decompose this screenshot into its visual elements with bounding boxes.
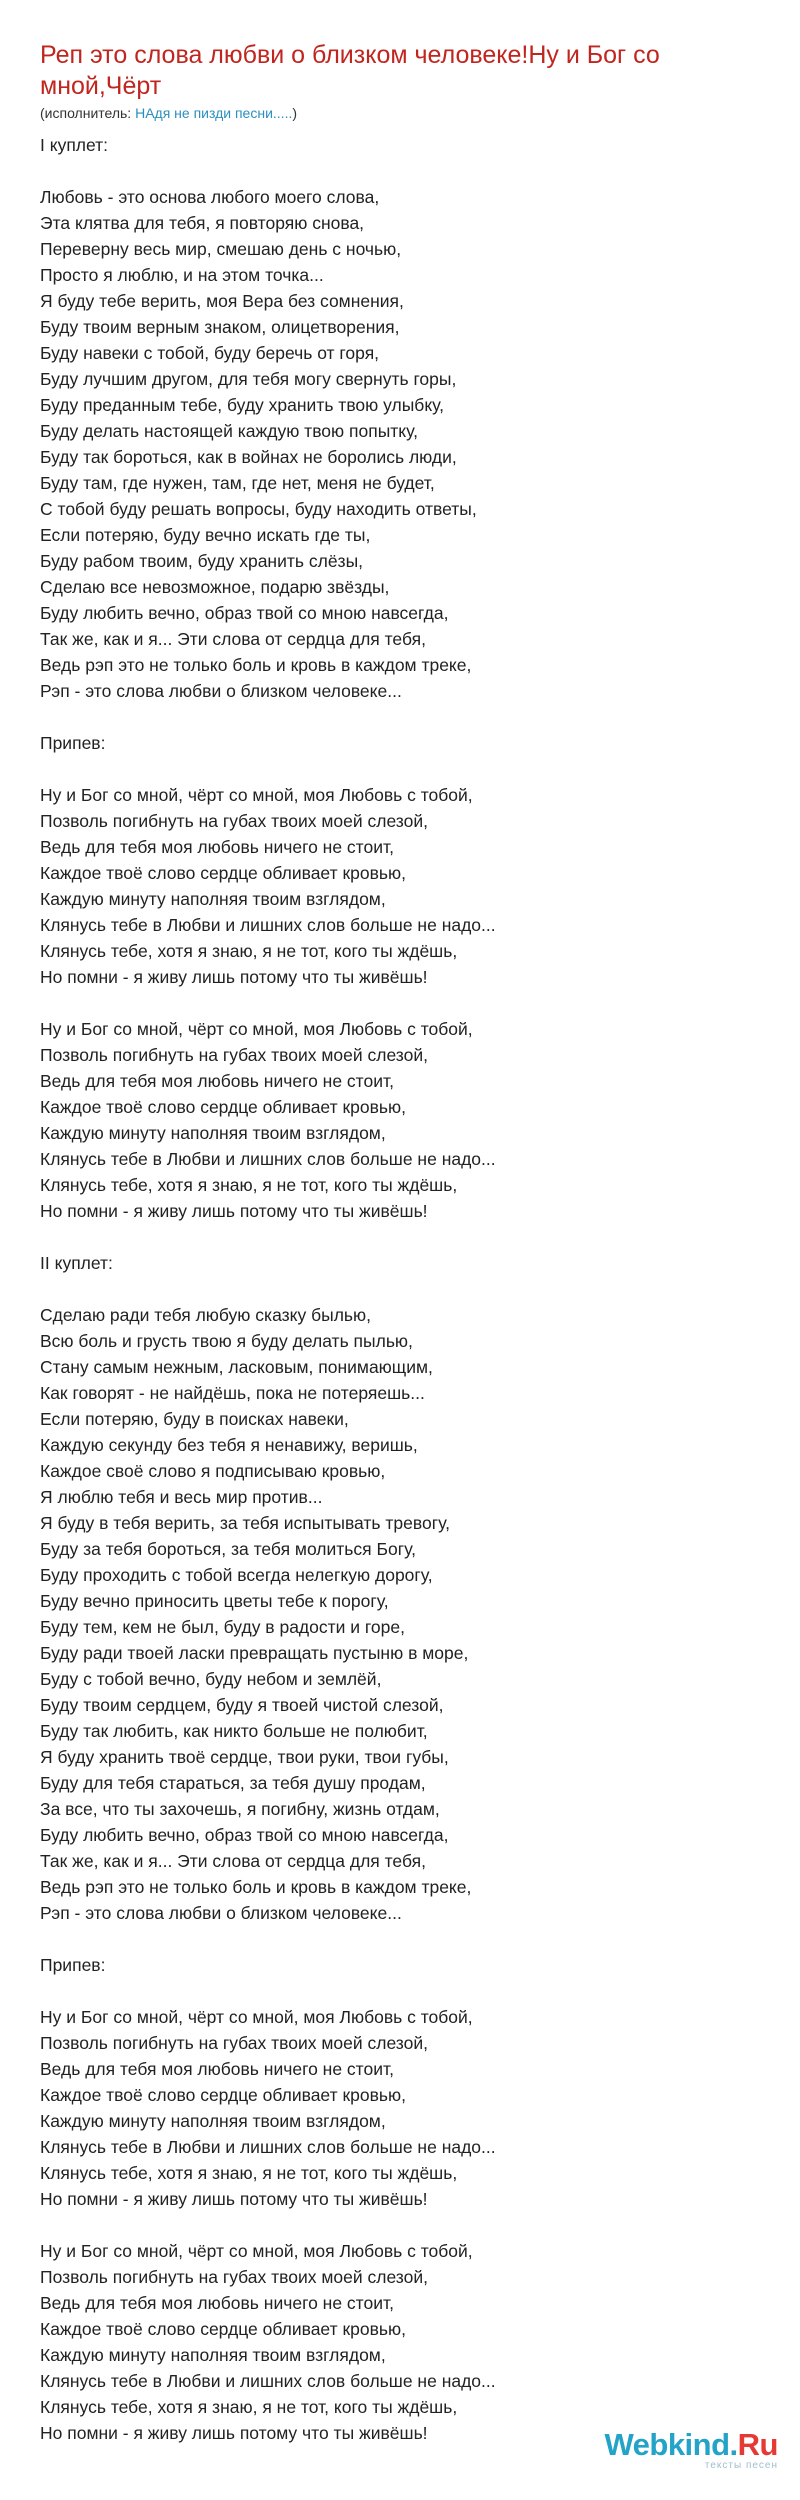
lyric-line: Каждое твоё слово сердце обливает кровью, bbox=[40, 863, 406, 883]
lyric-line: Переверну весь мир, смешаю день с ночью, bbox=[40, 239, 402, 259]
page-header bbox=[40, 40, 760, 122]
stanza bbox=[40, 2004, 760, 2212]
performer-prefix: (исполнитель: bbox=[40, 105, 136, 121]
lyric-line: Я буду в тебя верить, за тебя испытывать тревогу, bbox=[40, 1513, 450, 1533]
logo-main: Webkind bbox=[604, 2427, 730, 2462]
lyric-line: Буду делать настоящей каждую твою попытку, bbox=[40, 421, 419, 441]
stanza bbox=[40, 782, 760, 990]
lyric-line: Позволь погибнуть на губах твоих моей слезой, bbox=[40, 2033, 429, 2053]
lyric-line: Позволь погибнуть на губах твоих моей слезой, bbox=[40, 1045, 429, 1065]
lyric-line: Стану самым нежным, ласковым, понимающим, bbox=[40, 1357, 433, 1377]
lyric-line: Позволь погибнуть на губах твоих моей слезой, bbox=[40, 2267, 429, 2287]
logo-tagline: тексты песен bbox=[704, 2460, 778, 2471]
stanza bbox=[40, 1016, 760, 1224]
performer-line bbox=[40, 104, 760, 122]
performer-link[interactable]: НАдя не пизди песни..... bbox=[135, 105, 293, 121]
lyric-line: Как говорят - не найдёшь, пока не потеряешь... bbox=[40, 1383, 425, 1403]
lyric-line: Но помни - я живу лишь потому что ты живёшь! bbox=[40, 1201, 428, 1221]
lyrics-body bbox=[40, 132, 760, 2472]
lyric-line: Эта клятва для тебя, я повторяю снова, bbox=[40, 213, 365, 233]
lyric-line: Буду вечно приносить цветы тебе к порогу, bbox=[40, 1591, 389, 1611]
stanza bbox=[40, 2238, 760, 2446]
lyric-line: Каждую минуту наполняя твоим взглядом, bbox=[40, 2111, 386, 2131]
lyric-line: Я буду тебе верить, моя Вера без сомнения, bbox=[40, 291, 404, 311]
lyric-line: Буду твоим верным знаком, олицетворения, bbox=[40, 317, 400, 337]
stanza bbox=[40, 1302, 760, 1926]
lyric-line: Если потеряю, буду вечно искать где ты, bbox=[40, 525, 371, 545]
lyric-line: Буду там, где нужен, там, где нет, меня не будет, bbox=[40, 473, 435, 493]
lyric-line: Каждую минуту наполняя твоим взглядом, bbox=[40, 889, 386, 909]
lyric-line: Клянусь тебе в Любви и лишних слов больше не надо... bbox=[40, 915, 496, 935]
lyric-line: Буду за тебя бороться, за тебя молиться Богу, bbox=[40, 1539, 416, 1559]
lyric-line: Позволь погибнуть на губах твоих моей слезой, bbox=[40, 811, 429, 831]
lyric-line: Клянусь тебе, хотя я знаю, я не тот, кого ты ждёшь, bbox=[40, 2397, 458, 2417]
lyric-line: Просто я люблю, и на этом точка... bbox=[40, 265, 324, 285]
lyric-line: Клянусь тебе, хотя я знаю, я не тот, кого ты ждёшь, bbox=[40, 2163, 458, 2183]
lyric-line: Каждую минуту наполняя твоим взглядом, bbox=[40, 1123, 386, 1143]
lyric-line: Каждое своё слово я подписываю кровью, bbox=[40, 1461, 386, 1481]
lyric-line: Рэп - это слова любви о близком человеке... bbox=[40, 681, 402, 701]
lyric-line: Но помни - я живу лишь потому что ты живёшь! bbox=[40, 2423, 428, 2443]
lyric-line: Буду проходить с тобой всегда нелегкую дорогу, bbox=[40, 1565, 433, 1585]
lyric-line: С тобой буду решать вопросы, буду находить ответы, bbox=[40, 499, 477, 519]
lyric-line: Ведь для тебя моя любовь ничего не стоит, bbox=[40, 2293, 394, 2313]
lyric-line: Я люблю тебя и весь мир против... bbox=[40, 1487, 323, 1507]
lyric-line: Клянусь тебе в Любви и лишних слов больше не надо... bbox=[40, 2371, 496, 2391]
lyric-line: Но помни - я живу лишь потому что ты живёшь! bbox=[40, 2189, 428, 2209]
performer-suffix: ) bbox=[292, 105, 298, 121]
lyric-line: Каждое твоё слово сердце обливает кровью, bbox=[40, 1097, 406, 1117]
lyric-line: Сделаю ради тебя любую сказку былью, bbox=[40, 1305, 372, 1325]
lyric-line: Клянусь тебе, хотя я знаю, я не тот, кого ты ждёшь, bbox=[40, 1175, 458, 1195]
lyric-line: Ведь для тебя моя любовь ничего не стоит, bbox=[40, 2059, 394, 2079]
lyric-line: Буду ради твоей ласки превращать пустыню в море, bbox=[40, 1643, 469, 1663]
song-title: Реп это слова любви о близком человеке!Ну и Бог со мной,Чёрт bbox=[40, 41, 660, 100]
lyric-line: Каждую секунду без тебя я ненавижу, веришь, bbox=[40, 1435, 418, 1455]
lyric-line: Ведь для тебя моя любовь ничего не стоит, bbox=[40, 1071, 394, 1091]
logo-tld: Ru bbox=[737, 2427, 778, 2462]
lyric-line: Буду так любить, как никто больше не полюбит, bbox=[40, 1721, 428, 1741]
lyric-line: Так же, как и я... Эти слова от сердца для тебя, bbox=[40, 629, 426, 649]
lyric-line: Буду преданным тебе, буду хранить твою улыбку, bbox=[40, 395, 445, 415]
lyric-line: Буду так бороться, как в войнах не боролись люди, bbox=[40, 447, 457, 467]
lyric-line: Любовь - это основа любого моего слова, bbox=[40, 187, 380, 207]
logo-wordmark bbox=[604, 2428, 778, 2462]
lyric-line: Каждую минуту наполняя твоим взглядом, bbox=[40, 2345, 386, 2365]
lyric-line: Ведь для тебя моя любовь ничего не стоит, bbox=[40, 837, 394, 857]
lyric-line: Ну и Бог со мной, чёрт со мной, моя Любовь с тобой, bbox=[40, 2241, 473, 2261]
lyric-line: Буду тем, кем не был, буду в радости и горе, bbox=[40, 1617, 405, 1637]
lyric-line: Буду твоим сердцем, буду я твоей чистой слезой, bbox=[40, 1695, 444, 1715]
lyric-line: Клянусь тебе, хотя я знаю, я не тот, кого ты ждёшь, bbox=[40, 941, 458, 961]
section-heading: Припев: bbox=[40, 1955, 106, 1975]
stanza bbox=[40, 184, 760, 704]
lyric-line: Клянусь тебе в Любви и лишних слов больше не надо... bbox=[40, 2137, 496, 2157]
lyric-line: Клянусь тебе в Любви и лишних слов больше не надо... bbox=[40, 1149, 496, 1169]
lyric-line: Ведь рэп это не только боль и кровь в каждом треке, bbox=[40, 1877, 472, 1897]
lyric-line: Буду любить вечно, образ твой со мною навсегда, bbox=[40, 603, 449, 623]
lyric-line: Ну и Бог со мной, чёрт со мной, моя Любовь с тобой, bbox=[40, 1019, 473, 1039]
section-heading: I куплет: bbox=[40, 135, 109, 155]
lyric-line: Рэп - это слова любви о близком человеке... bbox=[40, 1903, 402, 1923]
site-logo[interactable] bbox=[604, 2428, 778, 2471]
lyric-line: Сделаю все невозможное, подарю звёзды, bbox=[40, 577, 390, 597]
lyric-line: Но помни - я живу лишь потому что ты живёшь! bbox=[40, 967, 428, 987]
lyric-line: Буду любить вечно, образ твой со мною навсегда, bbox=[40, 1825, 449, 1845]
logo-dot: . bbox=[729, 2427, 738, 2462]
lyric-line: Если потеряю, буду в поисках навеки, bbox=[40, 1409, 349, 1429]
section-heading: Припев: bbox=[40, 733, 106, 753]
lyric-line: Ведь рэп это не только боль и кровь в каждом треке, bbox=[40, 655, 472, 675]
lyric-line: Ну и Бог со мной, чёрт со мной, моя Любовь с тобой, bbox=[40, 785, 473, 805]
lyric-line: Так же, как и я... Эти слова от сердца для тебя, bbox=[40, 1851, 426, 1871]
lyric-line: Каждое твоё слово сердце обливает кровью, bbox=[40, 2319, 406, 2339]
section-heading: II куплет: bbox=[40, 1253, 113, 1273]
lyric-line: Буду с тобой вечно, буду небом и землёй, bbox=[40, 1669, 382, 1689]
lyric-line: Буду для тебя стараться, за тебя душу продам, bbox=[40, 1773, 426, 1793]
lyric-line: Каждое твоё слово сердце обливает кровью, bbox=[40, 2085, 406, 2105]
lyric-line: Всю боль и грусть твою я буду делать пылью, bbox=[40, 1331, 413, 1351]
lyric-line: Ну и Бог со мной, чёрт со мной, моя Любовь с тобой, bbox=[40, 2007, 473, 2027]
lyric-line: Буду навеки с тобой, буду беречь от горя, bbox=[40, 343, 380, 363]
lyric-line: Буду рабом твоим, буду хранить слёзы, bbox=[40, 551, 364, 571]
lyric-line: За все, что ты захочешь, я погибну, жизнь отдам, bbox=[40, 1799, 440, 1819]
lyric-line: Я буду хранить твоё сердце, твои руки, твои губы, bbox=[40, 1747, 449, 1767]
lyric-line: Буду лучшим другом, для тебя могу свернуть горы, bbox=[40, 369, 457, 389]
